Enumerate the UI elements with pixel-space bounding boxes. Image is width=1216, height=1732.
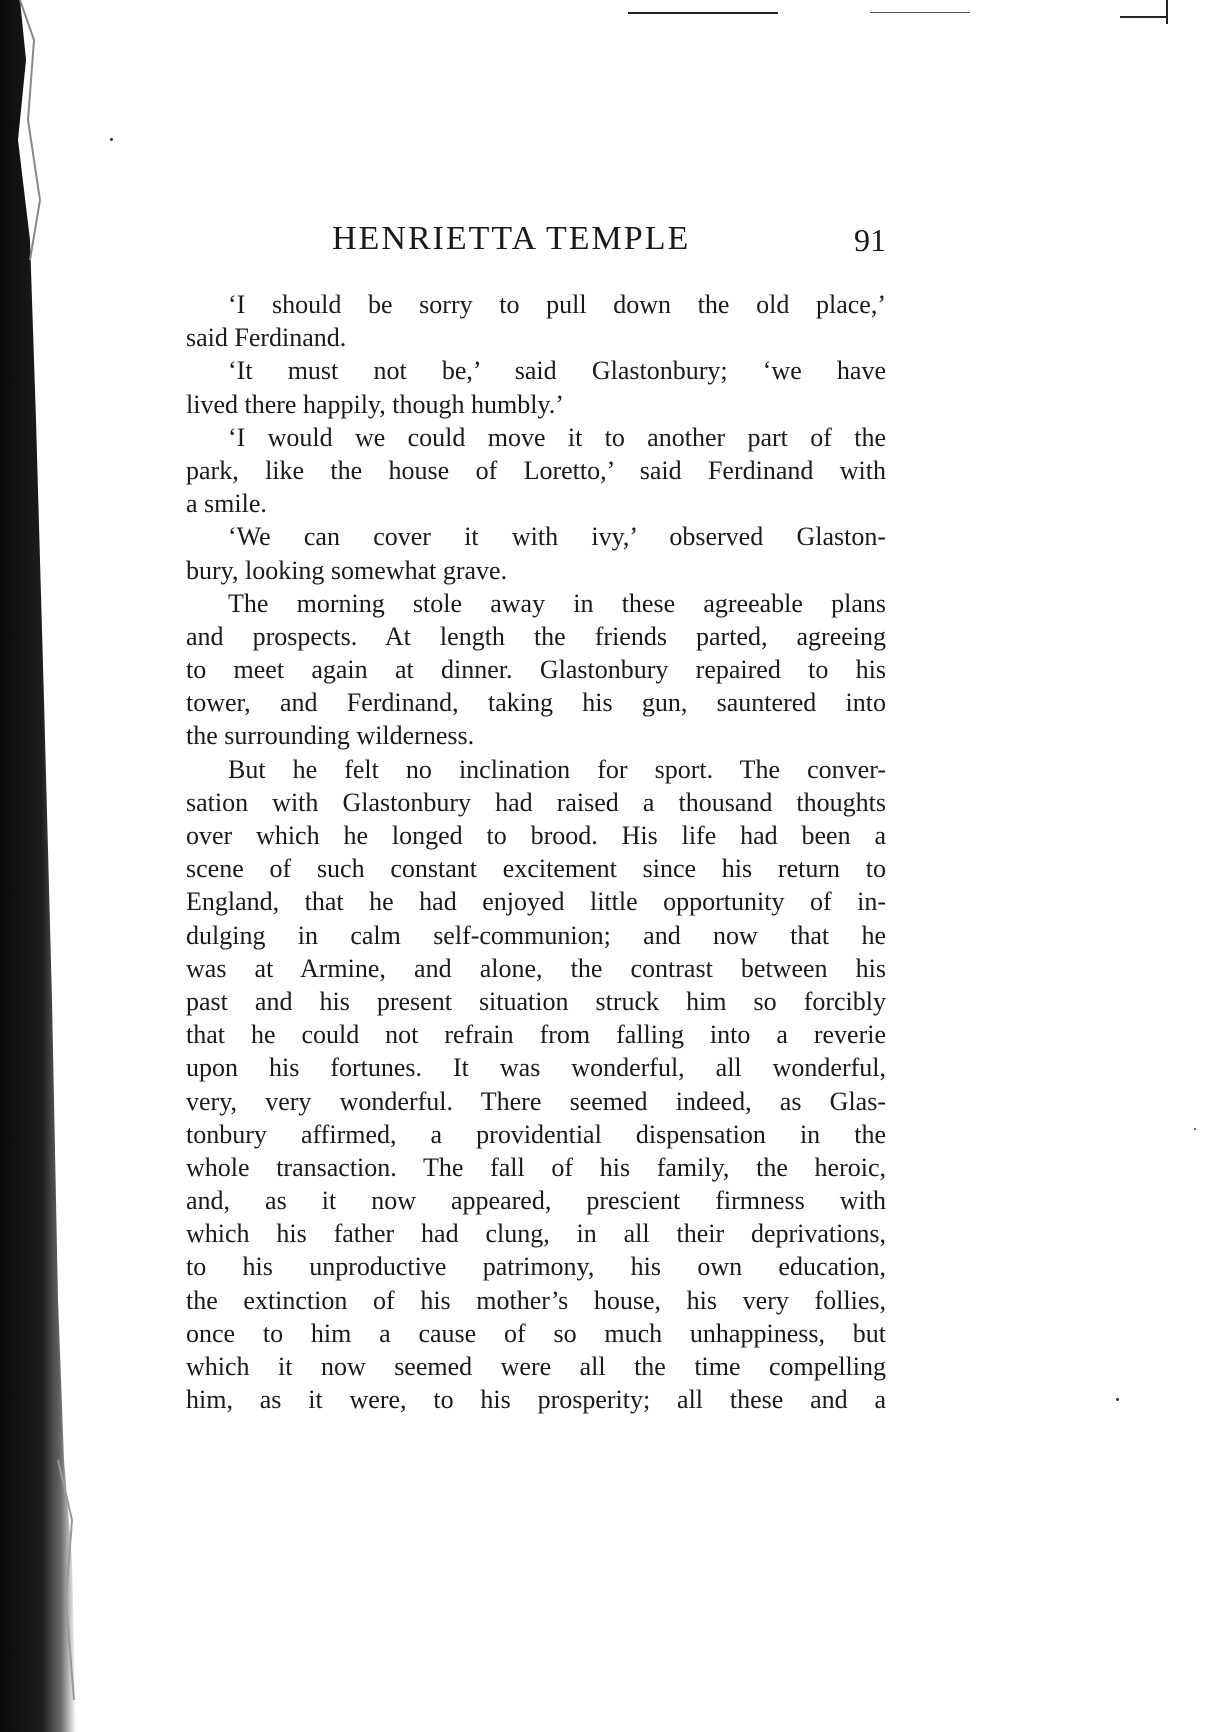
text-line: tower, and Ferdinand, taking his gun, sauntered into xyxy=(186,688,886,718)
text-line: lived there happily, though humbly.’ xyxy=(186,389,564,419)
text-line: whole transaction. The fall of his family, the heroic, xyxy=(186,1152,886,1182)
text-line: sation with Glastonbury had raised a thousand thoughts xyxy=(186,787,886,817)
page-header xyxy=(186,220,886,266)
scan-speck xyxy=(110,138,113,141)
text-line: past and his present situation struck him so forcibly xyxy=(186,986,886,1016)
text-line: the extinction of his mother’s house, his very follies, xyxy=(186,1285,886,1315)
page-number: 91 xyxy=(854,222,886,258)
text-line: tonbury affirmed, a providential dispensation in the xyxy=(186,1119,886,1149)
text-line: bury, looking somewhat grave. xyxy=(186,555,508,585)
text-line: and prospects. At length the friends parted, agreeing xyxy=(186,621,886,651)
text-line: said Ferdinand. xyxy=(186,323,347,353)
text-line: dulging in calm self-communion; and now that he xyxy=(186,920,886,950)
text-line: upon his fortunes. It was wonderful, all wonderful, xyxy=(186,1053,886,1083)
text-line: over which he longed to brood. His life had been a xyxy=(186,821,886,850)
text-line: to meet again at dinner. Glastonbury repaired to his xyxy=(186,655,886,685)
text-line: park, like the house of Loretto,’ said Ferdinand with xyxy=(186,455,886,485)
text-line: England, that he had enjoyed little opportunity of in- xyxy=(186,887,886,917)
text-line: But he felt no inclination for sport. The conver- xyxy=(228,754,886,784)
scan-rule-top-1 xyxy=(628,12,778,14)
running-title: HENRIETTA TEMPLE xyxy=(332,220,691,257)
text-line: that he could not refrain from falling into a reverie xyxy=(186,1020,886,1050)
text-line: to his unproductive patrimony, his own education, xyxy=(186,1252,886,1282)
scan-rule-top-4 xyxy=(1166,0,1168,24)
scan-rule-top-3 xyxy=(1120,16,1168,18)
text-line: the surrounding wilderness. xyxy=(186,721,475,751)
text-line: The morning stole away in these agreeable plans xyxy=(228,588,886,618)
text-line: ‘We can cover it with ivy,’ observed Glaston- xyxy=(228,522,886,552)
text-line: ‘I would we could move it to another part of the xyxy=(228,422,886,452)
text-line: and, as it now appeared, prescient firmness with xyxy=(186,1186,886,1216)
text-line: which his father had clung, in all their deprivations, xyxy=(186,1219,886,1249)
text-line: scene of such constant excitement since his return to xyxy=(186,854,886,884)
scan-rule-top-2 xyxy=(870,12,970,13)
text-line: which it now seemed were all the time compelling xyxy=(186,1352,886,1381)
text-line: ‘I should be sorry to pull down the old place,’ xyxy=(228,290,886,319)
text-line: very, very wonderful. There seemed indeed, as Glas- xyxy=(186,1086,886,1116)
text-line: once to him a cause of so much unhappiness, but xyxy=(186,1318,886,1348)
text-line: a smile. xyxy=(186,489,267,519)
scan-speck xyxy=(1116,1398,1119,1401)
scan-speck xyxy=(1194,1128,1196,1130)
body-text xyxy=(186,288,886,1416)
text-line: ‘It must not be,’ said Glastonbury; ‘we have xyxy=(228,356,886,386)
binding-edge xyxy=(0,0,78,1732)
text-line: him, as it were, to his prosperity; all these and a xyxy=(186,1385,886,1415)
text-line: was at Armine, and alone, the contrast between his xyxy=(186,953,886,983)
